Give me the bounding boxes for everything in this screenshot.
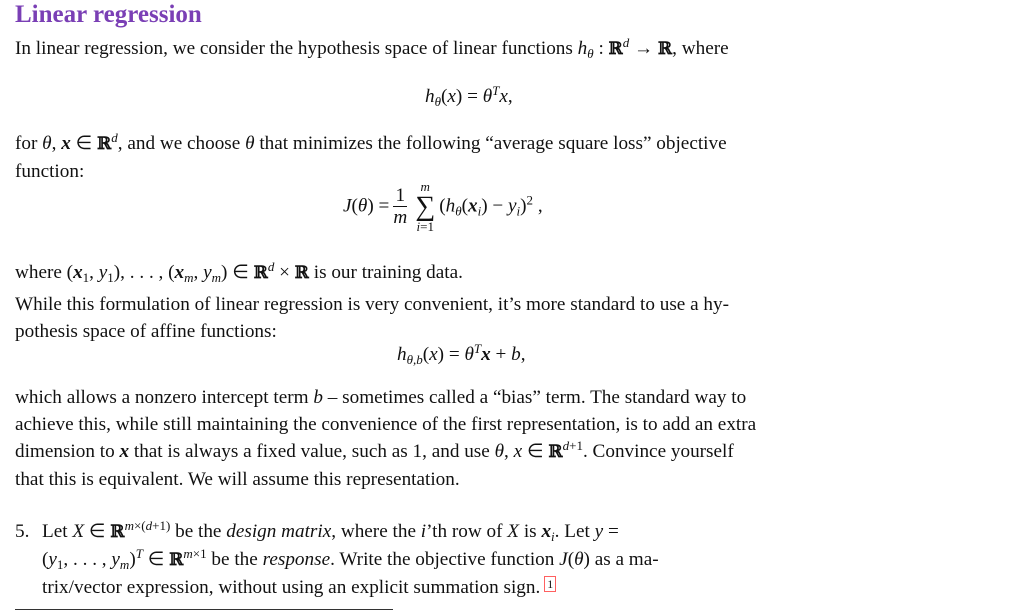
paragraph-bias-term: which allows a nonzero intercept term b – sometimes called a “bias” term. The standard way to achieve this, while still maintaining the convenience of the first representation, is to add an extra dimension to x that is always a fixed value, such as 1, and use θ, x ∈ ℝ$^{d+1}$. Convince yourself that this is equivalent. We will assume this representation.	[15, 387, 757, 490]
paragraph-affine-functions: While this formulation of linear regression is very convenient, it’s more standard to use a hy- pothesis space of affine functions:	[15, 294, 730, 342]
equation-affine-hypothesis: $h_{\theta,b}(x) = \theta^Tx + b$,	[397, 341, 526, 367]
paragraph-training-data: where ($x_1$, $y_1$), . . . , ($x_m$, $y_m$) ∈ ℝ$^d$ × ℝ is our training data.	[15, 259, 463, 285]
equation-linear-hypothesis: $h_\theta(x) = \theta^Tx$,	[425, 83, 513, 109]
exercise-item: Let X ∈ ℝ$^{m\times(d+1)}$ be the design matrix, where the i’th row of X is $x_i$. Let y = ($y_1$, . . . , $y_m)^T$ ∈ ℝ$^{m\times 1}$ be the response. Write the objective function J(θ) as a ma- trix/vector expression, without using an explicit summation sign. 1	[42, 518, 659, 598]
item-number: 5.	[15, 521, 30, 542]
paragraph-objective: for θ, x ∈ ℝ$^d$, and we choose θ that minimizes the following “average square loss” objective function:	[15, 130, 727, 182]
section-title: Linear regression	[15, 1, 202, 28]
footnote-rule	[15, 609, 393, 610]
footnote-link[interactable]: 1	[544, 576, 556, 592]
paragraph-hypothesis-space: In linear regression, we consider the hypothesis space of linear functions $h_\theta$ : ℝ$^d$ → ℝ, where	[15, 35, 729, 61]
equation-square-loss: J(θ) = $\frac{1}{m}$ m ∑ i=1 $(h_\theta(x_i) - y_i)^2$ ,	[343, 179, 543, 234]
